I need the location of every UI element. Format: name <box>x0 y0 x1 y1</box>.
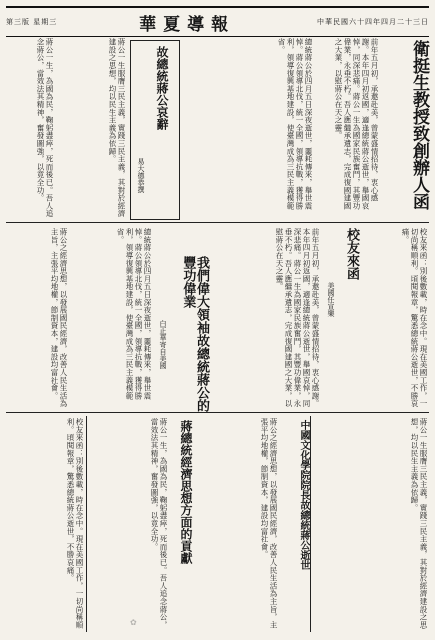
body-notice: 蔣公一生服膺三民主義，實踐三民主義，其對於經濟建設之思想，均以民生主義為依歸。 <box>410 418 428 629</box>
divider-middle <box>6 412 429 413</box>
author-mourning: 易大德恭撰 <box>137 158 145 193</box>
body-left-1: 蔣公一生，為國為民，鞠躬盡瘁，死而後已。吾人追念蔣公，當效法其精神，奮發圖強，以竟全功。 <box>36 38 54 218</box>
body-alumni-letter: 校友來函：別後數載，時在念中。現在美國工作，一切尚稱順利。頃閱報章，驚悉總統蔣公逝世，不勝哀痛。 <box>401 228 428 408</box>
body-alumni-letter-2: 前年五月初，承邀赴美，曾蒙盛情招待，衷心感謝。本年四月初返國，適逢總統蔣公逝世，舉國哀悼，同深悲痛。蔣公一生為國家民族奮鬥，其豐功偉業，永垂不朽。吾人應繼承遺志，完成復國建國之大業，以慰蔣公在天之靈。 <box>275 228 320 408</box>
divider-vertical-bottom <box>86 416 87 632</box>
newspaper-title: 華夏導報 <box>139 14 236 35</box>
weekday: 星期三 <box>33 18 58 26</box>
page-number: 第三版 <box>6 18 30 26</box>
headline-student-letter: 衛挺生教授致創辦人函 <box>409 40 429 210</box>
body-bottom-left: 校友來函：別後數載，時在念中。現在美國工作，一切尚稱順利。頃閱報章，驚悉總統蔣公逝世，不勝哀痛。 <box>66 418 84 629</box>
body-economics: 蔣公之經濟思想，以發展國民經濟，改善人民生活為主旨，主張平均地權，節制資本，建設均富社會。 <box>260 418 278 629</box>
divider-top <box>6 222 429 223</box>
body-student-letter: 前年五月初，承邀赴美，曾蒙盛情招待，衷心感謝。本年四月初返國，適逢總統蔣公逝世，舉國哀悼，同深悲痛。蔣公一生為國家民族奮鬥，其豐功偉業，永垂不朽。吾人應繼承遺志，完成復國建國之大業，以慰蔣公在天之靈。 <box>334 38 379 210</box>
publication-date: 中華民國六十四年四月二十三日 <box>316 18 429 26</box>
headline-mourning: 故總統蔣公哀辭 <box>155 46 169 130</box>
headline-notice: 中國文化學院院長故總統蔣公逝世 <box>298 420 309 570</box>
body-tribute: 總統蔣公於四月五日深夜逝世，噩耗傳來，舉世震悼。蔣公領導北伐，統一全國，領導抗戰，獲得勝利，領導復興基地建設，使臺灣成為三民主義模範省。 <box>116 228 152 400</box>
body-student-letter-2: 總統蔣公於四月五日深夜逝世，噩耗傳來，舉世震悼。蔣公領導北伐，統一全國，領導抗戰，獲得勝利，領導復興基地建設，使臺灣成為三民主義模範省。 <box>277 38 313 210</box>
headline-economics: 蔣總統經濟思想方面的貢獻 <box>179 420 193 564</box>
author-tribute: 白正華寄自美國 <box>159 320 167 369</box>
divider-vertical-bottom-2 <box>310 416 311 632</box>
issue-info <box>6 17 57 27</box>
body-left-2: 蔣公之經濟思想，以發展國民經濟，改善人民生活為主旨，主張平均地權，節制資本，建設均富社會。 <box>50 228 68 408</box>
watermark: ✿ <box>130 618 137 627</box>
body-economics-2: 蔣公一生，為國為民，鞠躬盡瘁，死而後已。吾人追念蔣公，當效法其精神，奮發圖強，以竟全功。 <box>150 418 168 629</box>
headline-alumni-letter: 校友來函 <box>344 228 359 280</box>
masthead <box>6 6 429 37</box>
author-alumni-letter: 美國任宣樂 <box>327 282 335 317</box>
headline-tribute: 我們偉大領袖故總統蔣公的豐功偉業 <box>180 256 209 412</box>
body-mourning: 蔣公一生服膺三民主義，實踐三民主義，其對於經濟建設之思想，均以民生主義為依歸。 <box>108 38 126 218</box>
